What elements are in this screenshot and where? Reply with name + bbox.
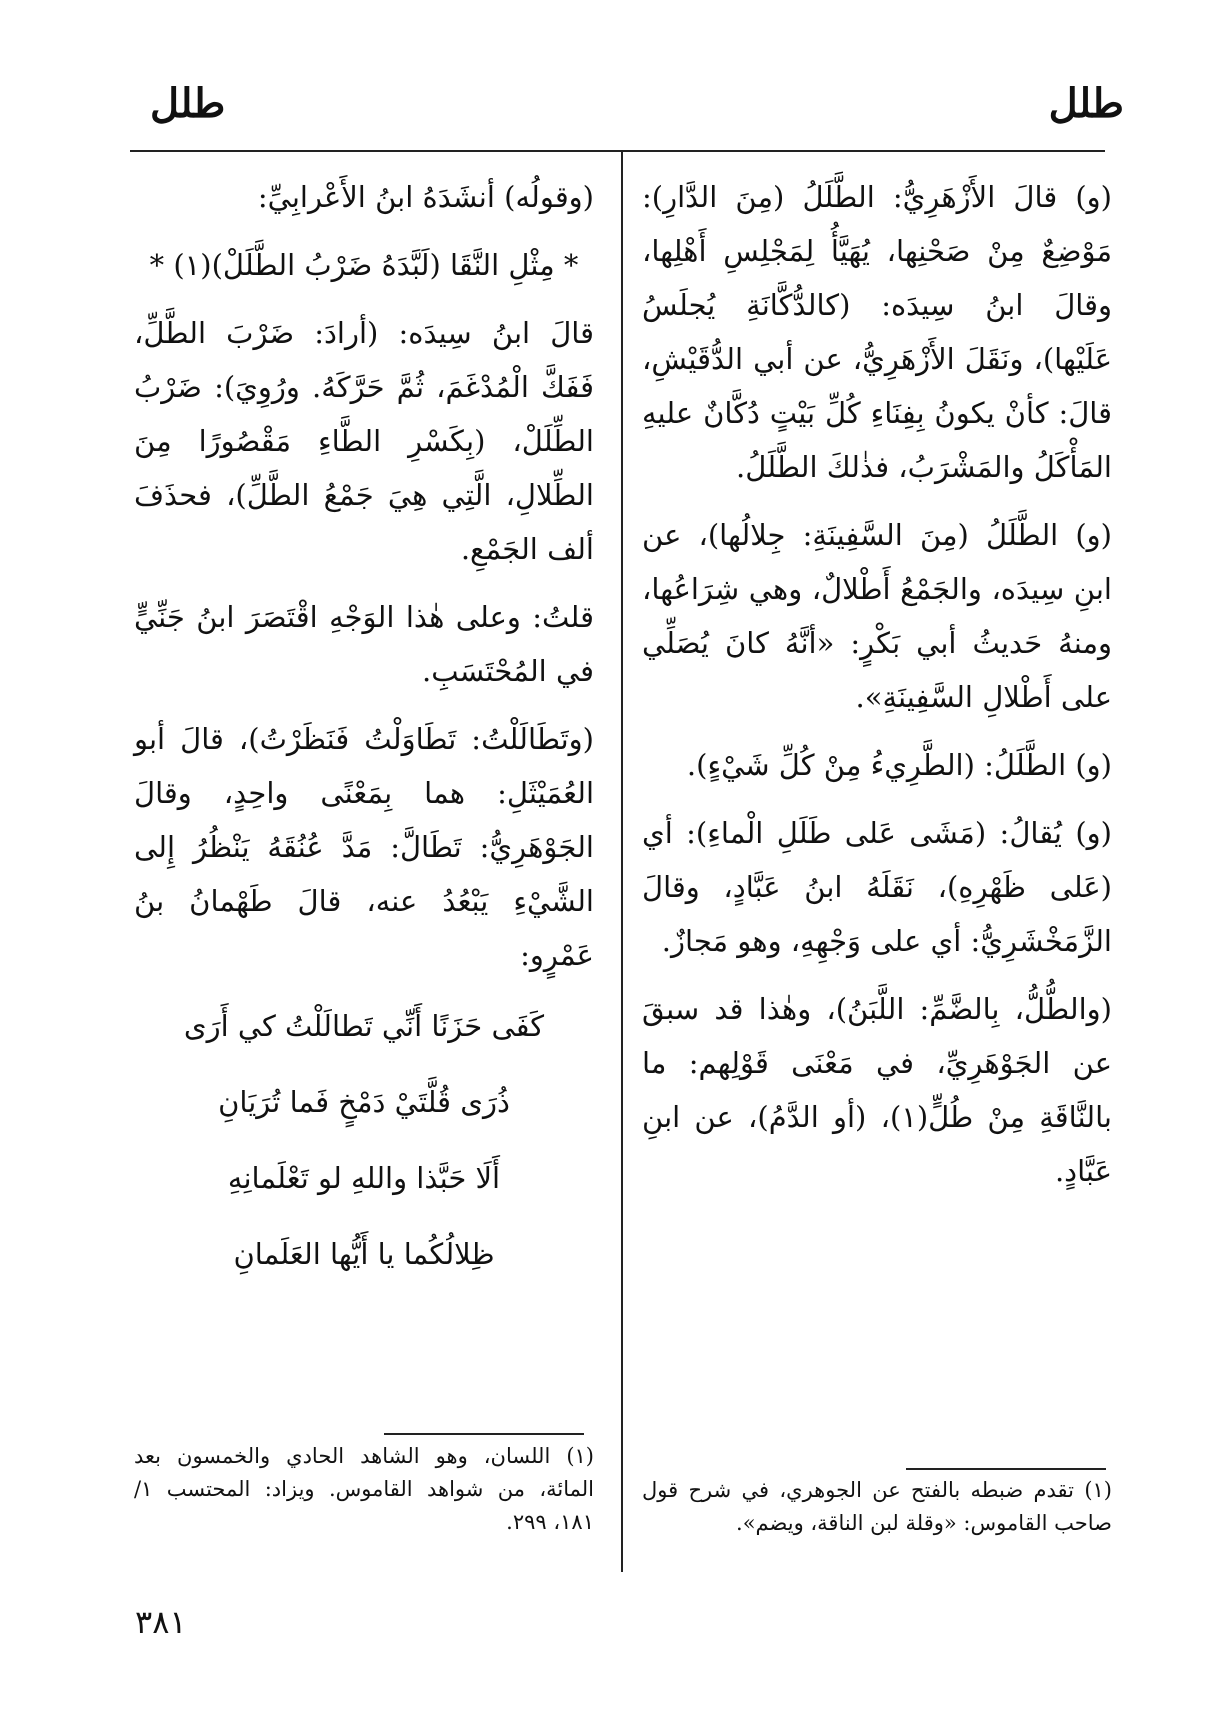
verse-intro: (وقولُه) أنشَدَهُ ابنُ الأَعْرابِيِّ:: [257, 180, 594, 214]
running-header-left: طلل: [150, 80, 226, 127]
footnote-rule-right: [906, 1468, 1106, 1470]
paragraph: قلتُ: وعلى هٰذا الوَجْهِ اقْتَصَرَ ابنُ جَنِّيٍّ في المُحْتَسَبِ.: [134, 600, 594, 688]
footnote-right: (١) تقدم ضبطه بالفتح عن الجوهري، في شرح قول صاحب القاموس: «وقلة لبن الناقة، ويضم».: [642, 1478, 1112, 1535]
page-number: ٣٨١: [135, 1603, 187, 1641]
left-column: [134, 170, 594, 1300]
right-column: [642, 170, 1112, 1212]
verse-line: ظِلالُكُما يا أَيُّها العَلَمانِ: [233, 1237, 495, 1271]
footnote-rule-left: [384, 1433, 584, 1435]
paragraph: (و) الطَّلَلُ: (الطَّرِيءُ مِنْ كُلِّ شَيْءٍ).: [686, 748, 1112, 782]
paragraph: (والطُّلُّ، بِالضَّمِّ: اللَّبَنُ)، وهٰذا قد سبقَ عن الجَوْهَرِيِّ، في مَعْنَى قَوْلِهم: ما بالنَّاقَةِ مِنْ طُلٍّ(١)، (أو الدَّمُ)، عن ابنِ عَبَّادٍ.: [642, 992, 1112, 1188]
hemistich: * مِثْلِ النَّقَا (لَبَّدَهُ ضَرْبُ الطَّلَلْ)(١) *: [149, 248, 579, 282]
header-rule: [130, 150, 1105, 152]
verse-line: كَفَى حَزَنًا أَنِّي تَطالَلْتُ كي أَرَى: [183, 1009, 545, 1043]
verse-line: أَلَا حَبَّذا واللهِ لو تَعْلَمانِهِ: [227, 1161, 501, 1195]
paragraph: (و) الطَّلَلُ (مِنَ السَّفِينَةِ: جِلالُها)، عن ابنِ سِيدَه، والجَمْعُ أَطْلالٌ، وهي شِرَاعُها، ومنهُ حَديثُ أبي بَكْرٍ: «أنَّهُ كانَ يُصَلِّي على أَطْلالِ السَّفِينَةِ».: [642, 518, 1112, 714]
paragraph: (و) قالَ الأَزْهَرِيُّ: الطَّلَلُ (مِنَ الدَّارِ): مَوْضِعٌ مِنْ صَحْنِها، يُهَيَّأُ لِمَجْلِسِ أَهْلِها، وقالَ ابنُ سِيدَه: (كالدُّكَّانَةِ يُجلَسُ عَلَيْها)، ونَقَلَ الأَزْهَرِيُّ، عن أبي الدُّقَيْشِ، قالَ: كأنْ يكونُ بِفِنَاءِ كُلِّ بَيْتٍ دُكَّانٌ عليهِ المَأْكَلُ والمَشْرَبُ، فذٰلكَ الطَّلَلُ.: [642, 180, 1112, 484]
running-header-right: طلل: [1048, 80, 1124, 127]
footnote-left: (١) اللسان، وهو الشاهد الحادي والخمسون بعد المائة، من شواهد القاموس. ويزاد: المحتسب ١/ ١٨١، ٢٩٩.: [134, 1444, 594, 1534]
paragraph: (و) يُقالُ: (مَشَى عَلى طَلَلِ الْماءِ): أي (عَلى ظَهْرِهِ)، نَقَلَهُ ابنُ عَبَّادٍ، وقالَ الزَّمَخْشَرِيُّ: أي على وَجْهِهِ، وهو مَجازٌ.: [642, 816, 1112, 958]
paragraph: قالَ ابنُ سِيدَه: (أرادَ: ضَرْبَ الطَّلِّ، فَفَكَّ الْمُدْغَمَ، ثُمَّ حَرَّكَهُ. ورُوِيَ): ضَرْبُ الطِّلَلْ، (بِكَسْرِ الطَّاءِ مَقْصُورًا مِنَ الطِّلالِ، الَّتِي هِيَ جَمْعُ الطَّلِّ)، فحذَفَ ألف الجَمْعِ.: [134, 316, 594, 566]
poem: [134, 996, 594, 1284]
column-divider: [621, 152, 623, 1572]
paragraph: (وتَطَالَلْتُ: تَطَاوَلْتُ فَنَظَرْتُ)، قالَ أبو العُمَيْثَلِ: هما بِمَعْنًى واحِدٍ، وقالَ الجَوْهَرِيُّ: تَطَالَّ: مَدَّ عُنُقَهُ يَنْظُرُ إِلى الشَّيْءِ يَبْعُدُ عنه، قالَ طَهْمانُ بنُ عَمْرٍو:: [134, 722, 594, 972]
verse-line: ذُرَى قُلَّتَيْ دَمْخٍ فَما تُرَيَانِ: [218, 1085, 510, 1119]
